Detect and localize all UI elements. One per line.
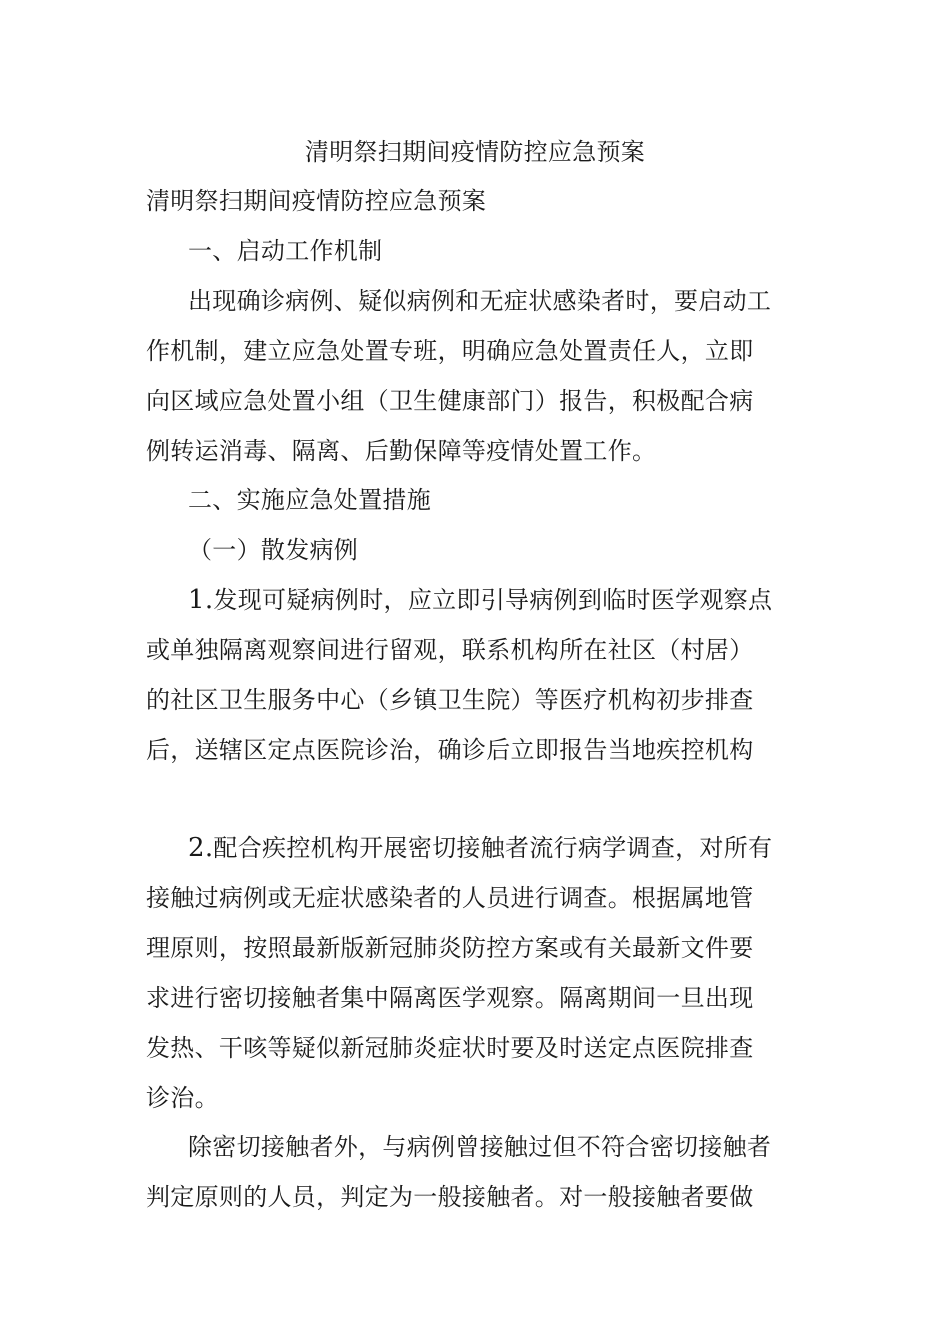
last-para-line: 判定原则的人员，判定为一般接触者。对一般接触者要做	[146, 1183, 754, 1211]
subsection1-heading: （一）散发病例	[188, 536, 359, 564]
section1-heading: 一、启动工作机制	[188, 237, 383, 265]
item1-first-line	[188, 585, 868, 615]
item2-first-line	[188, 833, 868, 863]
document-title: 清明祭扫期间疫情防控应急预案	[304, 138, 646, 166]
item2-line: 求进行密切接触者集中隔离医学观察。隔离期间一旦出现	[146, 984, 754, 1012]
item2-line-text: 配合疾控机构开展密切接触者流行病学调查，对所有	[213, 834, 773, 862]
item2-number: 2.	[188, 833, 214, 863]
item1-number: 1.	[188, 585, 214, 615]
item2-line: 发热、干咳等疑似新冠肺炎症状时要及时送定点医院排查	[146, 1034, 754, 1062]
section1-para-line: 例转运消毒、隔离、后勤保障等疫情处置工作。	[146, 437, 657, 465]
item1-line-text: 发现可疑病例时，应立即引导病例到临时医学观察点	[213, 586, 773, 614]
item1-line: 的社区卫生服务中心（乡镇卫生院）等医疗机构初步排查	[146, 686, 754, 714]
document-subtitle: 清明祭扫期间疫情防控应急预案	[146, 187, 487, 215]
section1-para-line: 向区域应急处置小组（卫生健康部门）报告，积极配合病	[146, 387, 754, 415]
item1-line: 后，送辖区定点医院诊治，确诊后立即报告当地疾控机构	[146, 736, 754, 764]
section1-para-line: 作机制，建立应急处置专班，明确应急处置责任人，立即	[146, 337, 754, 365]
last-para-line: 除密切接触者外，与病例曾接触过但不符合密切接触者	[188, 1133, 772, 1161]
item2-line: 接触过病例或无症状感染者的人员进行调查。根据属地管	[146, 884, 754, 912]
item1-line: 或单独隔离观察间进行留观，联系机构所在社区（村居）	[146, 636, 754, 664]
section2-heading: 二、实施应急处置措施	[188, 486, 431, 514]
item2-line: 诊治。	[146, 1084, 219, 1112]
item2-line: 理原则，按照最新版新冠肺炎防控方案或有关最新文件要	[146, 934, 754, 962]
section1-para-line: 出现确诊病例、疑似病例和无症状感染者时，要启动工	[188, 287, 772, 315]
